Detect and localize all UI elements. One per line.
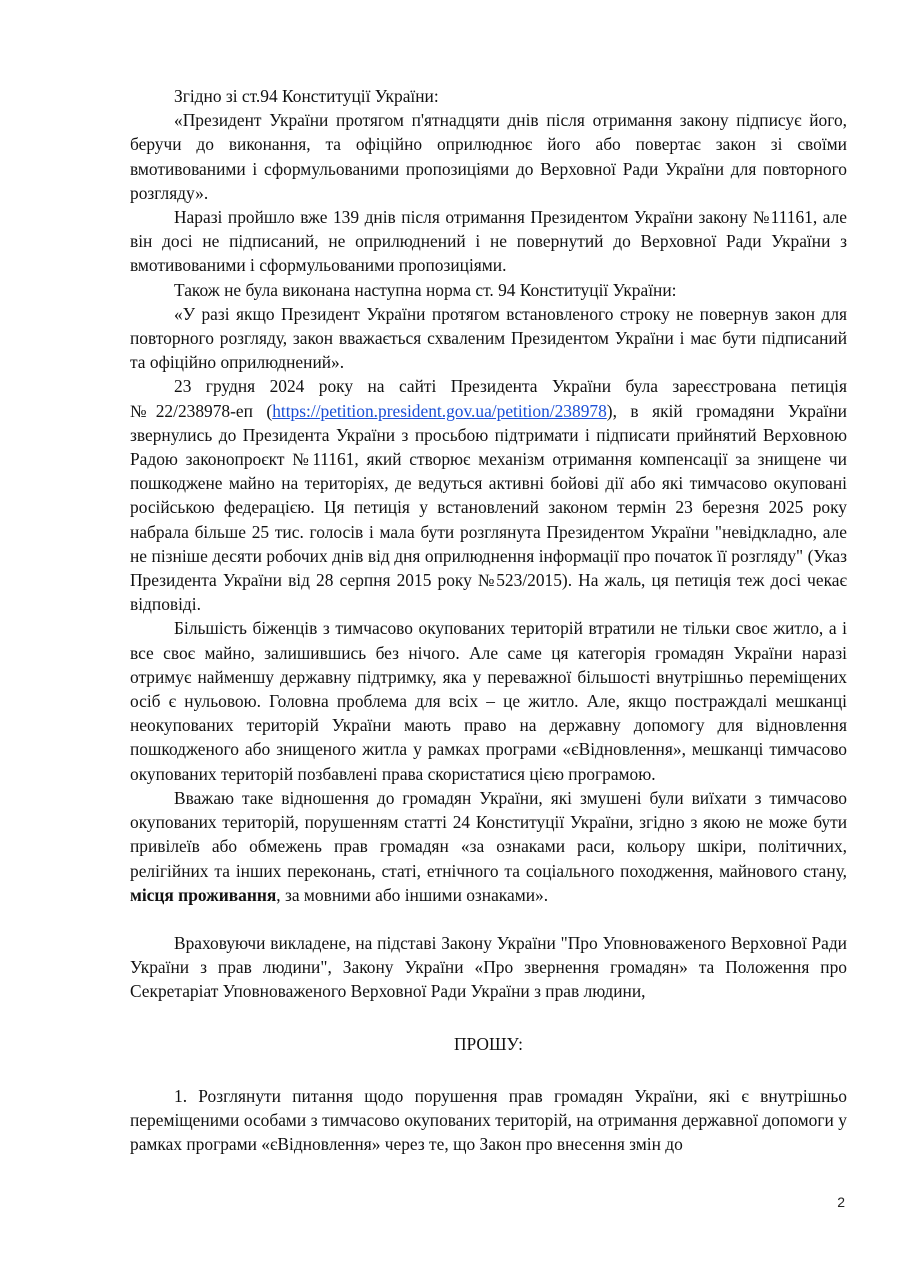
article24-text-before: Вважаю таке відношення до громадян України, які змушені були виїхати з тимчасово окупованих територій, порушенням статті 24 Конституції України, згідно з якою не може бути привілеїв або обмежень прав громадян «за ознаками раси, кольору шкіри, політичних, релігійних та інших переконань, статі, етнічного та соціального походження, майнового стану, bbox=[130, 787, 847, 881]
petition-link[interactable]: https://petition.president.gov.ua/petition/238978 bbox=[272, 400, 607, 421]
paragraph-request-1: 1. Розглянути питання щодо порушення прав громадян України, які є внутрішньо переміщеними особами з тимчасово окупованих територій, на отримання державної допомоги у рамках програми «єВідновлення» через те, що Закон про внесення змін до bbox=[130, 1085, 847, 1155]
paragraph-quote-art94: «Президент України протягом п'ятнадцяти днів після отримання закону підписує його, беручи до виконання, та офіційно оприлюднює його або повертає закон зі своїми вмотивованими і сформульованими пропозиціями до Верховної Ради України для повторного розгляду». bbox=[130, 110, 847, 203]
paragraph-quote-approved: «У разі якщо Президент України протягом встановленого строку не повернув закон для повторного розгляду, закон вважається схваленим Президентом України і має бути підписаний та офіційно оприлюднений». bbox=[130, 303, 847, 373]
paragraph-norm-not-fulfilled: Також не була виконана наступна норма ст. 94 Конституції України: bbox=[174, 279, 677, 300]
article24-bold-residence: місця проживання bbox=[130, 884, 277, 905]
paragraph-constitution-ref: Згідно зі ст.94 Конституції України: bbox=[174, 86, 439, 106]
request-heading: ПРОШУ: bbox=[453, 1033, 524, 1054]
paragraph-petition bbox=[130, 374, 847, 616]
paragraph-refugees: Більшість біженців з тимчасово окупованих територій втратили не тільки своє житло, а і все своє майно, залишившись без нічого. Але саме ця категорія громадян України наразі отримує найменшу державну підтримку, яка у переважної більшості внутрішньо переміщених осіб є нульовою. Головна проблема для всіх – це житло. Але, якщо постраждалі мешканці неокупованих територій України мають право на державну допомогу для відновлення пошкодженого або знищеного житла у рамках програми «єВідновлення», мешканці тимчасово окупованих територій позбавлені права скористатися цією програмою. bbox=[130, 618, 847, 784]
petition-text-after: ), в якій громадяни України звернулись до Президента України з просьбою підтримати і підписати прийнятий Верховною Радою законопроєкт №11161, який створює механізм отримання компенсації за знищене чи пошкоджене майно на територіях, де ведуться активні бойові дії або які тимчасово окуповані російською федерацією. Ця петиція у встановлений законом термін 23 березня 2025 року набрала більше 25 тис. голосів і мала бути розглянута Президентом України "невідкладно, але не пізніше десяти робочих днів від дня оприлюднення інформації про початок її розгляду" (Указ Президента України від 28 серпня 2015 року №523/2015). На жаль, ця петиція теж досі чекає відповіді. bbox=[130, 400, 847, 615]
paragraph-article-24 bbox=[130, 786, 847, 907]
article24-text-after: , за мовними або іншими ознаками». bbox=[276, 884, 549, 905]
paragraph-legal-basis: Враховуючи викладене, на підставі Закону України "Про Уповноваженого Верховної Ради України з прав людини", Закону України «Про звернення громадян» та Положення про Секретаріат Уповноваженого Верховної Ради України з прав людини, bbox=[130, 932, 847, 1002]
petition-text-before: 23 грудня 2024 року на сайті Президента України була зареєстрована петиція №22/238978-еп ( bbox=[130, 376, 847, 421]
page-number: 2 bbox=[837, 1194, 845, 1210]
paragraph-139-days: Наразі пройшло вже 139 днів після отримання Президентом України закону №11161, але він досі не підписаний, не оприлюднений і не повернутий до Верховної Ради України з вмотивованими і сформульованими пропозиціями. bbox=[130, 207, 847, 276]
